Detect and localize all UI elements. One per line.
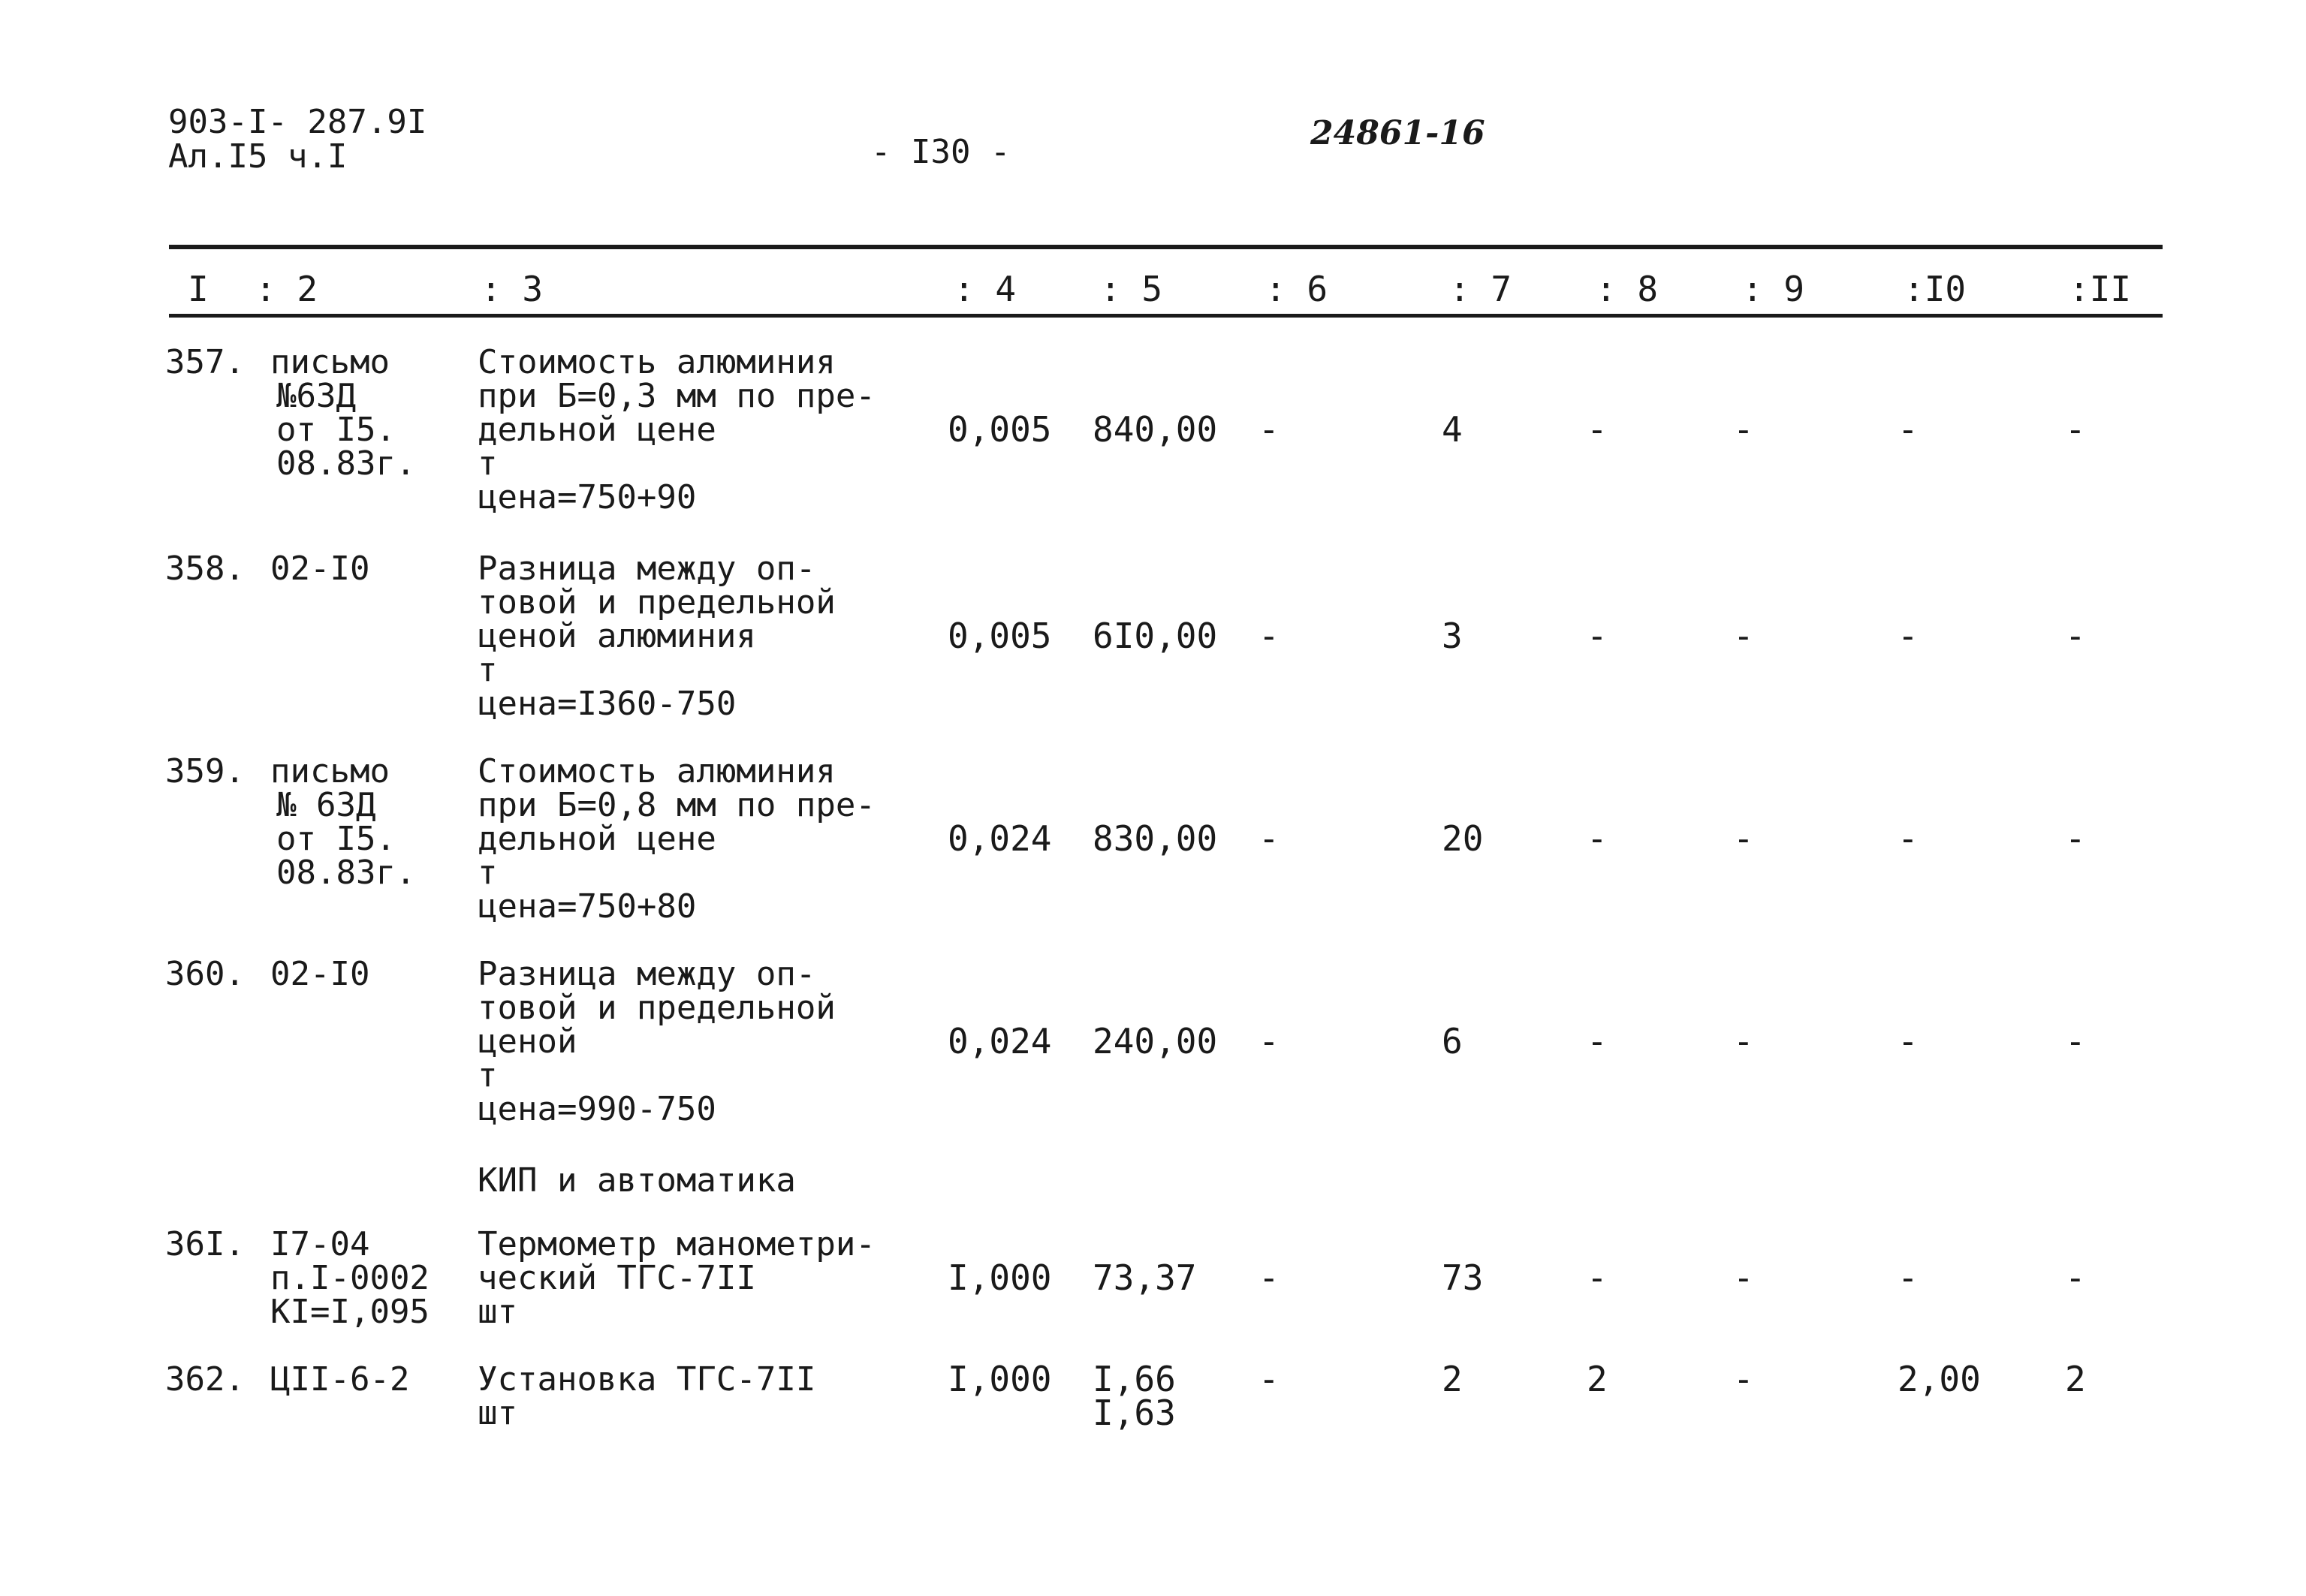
row-quantity: 0,005: [948, 616, 1052, 656]
row-col11: -: [2065, 616, 2086, 656]
row-total: 4: [1442, 409, 1463, 450]
row-col8: -: [1587, 409, 1608, 450]
row-reference: от I5.: [276, 820, 396, 858]
row-col8: 2: [1587, 1359, 1608, 1399]
row-description: Стоимость алюминия: [478, 343, 836, 381]
column-header-6: : 6: [1265, 269, 1328, 309]
row-description: ческий ТГС-7II: [478, 1259, 756, 1297]
row-description: Разница между оп-: [478, 955, 816, 993]
row-unit-price-secondary: I,63: [1093, 1393, 1176, 1433]
row-description: Термометр манометри-: [478, 1225, 876, 1263]
row-number: 362.: [165, 1360, 245, 1399]
handwritten-reference: 24861-16: [1310, 114, 1485, 152]
row-description: товой и предельной: [478, 989, 836, 1027]
row-col6: -: [1259, 1359, 1280, 1399]
section-title: КИП и автоматика: [478, 1161, 796, 1200]
row-unit-price: 6I0,00: [1093, 616, 1218, 656]
row-unit: т: [478, 854, 498, 892]
row-reference: 08.83г.: [276, 444, 416, 483]
row-reference: КI=I,095: [270, 1293, 430, 1331]
row-quantity: I,000: [948, 1257, 1052, 1298]
row-unit-price: 830,00: [1093, 818, 1218, 859]
row-reference: 08.83г.: [276, 854, 416, 892]
row-number: 357.: [165, 343, 245, 381]
row-reference: 02-I0: [270, 955, 370, 993]
row-quantity: 0,024: [948, 1021, 1052, 1061]
row-col8: -: [1587, 616, 1608, 656]
row-total: 20: [1442, 818, 1484, 859]
row-description: дельной цене: [478, 411, 716, 449]
row-col8: -: [1587, 1257, 1608, 1298]
row-quantity: 0,024: [948, 818, 1052, 859]
row-unit-price: 73,37: [1093, 1257, 1197, 1298]
row-price-formula: цена=750+90: [478, 478, 697, 516]
column-header-4: : 4: [954, 269, 1017, 309]
row-total: 2: [1442, 1359, 1463, 1399]
row-col10: -: [1898, 1021, 1919, 1061]
row-description: при Б=0,3 мм по пре-: [478, 377, 876, 415]
row-col6: -: [1259, 1021, 1280, 1061]
row-price-formula: цена=750+80: [478, 887, 697, 926]
row-unit: шт: [478, 1293, 517, 1331]
row-col8: -: [1587, 1021, 1608, 1061]
column-header-10: :I0: [1904, 269, 1967, 309]
row-reference: № 63Д: [276, 786, 376, 824]
row-reference: ЦII-6-2: [270, 1360, 410, 1399]
row-unit-price: I,66: [1093, 1359, 1176, 1399]
row-unit-price: 840,00: [1093, 409, 1218, 450]
row-reference: письмо: [270, 343, 390, 381]
row-quantity: I,000: [948, 1359, 1052, 1399]
row-col9: -: [1733, 1021, 1754, 1061]
table-header-rule: [169, 314, 2163, 318]
row-number: 36I.: [165, 1225, 245, 1263]
row-col9: -: [1733, 1257, 1754, 1298]
row-col8: -: [1587, 818, 1608, 859]
column-header-2: : 2: [255, 269, 318, 309]
row-price-formula: цена=I360-750: [478, 685, 737, 723]
table-top-rule: [169, 245, 2163, 249]
page-number: - I30 -: [871, 133, 1011, 171]
column-header-9: : 9: [1742, 269, 1805, 309]
column-header-11: :II: [2069, 269, 2132, 309]
row-description: ценой: [478, 1022, 577, 1061]
row-col11: -: [2065, 818, 2086, 859]
row-number: 359.: [165, 752, 245, 790]
row-reference: от I5.: [276, 411, 396, 449]
row-col11: -: [2065, 1257, 2086, 1298]
row-description: ценой алюминия: [478, 617, 756, 655]
row-price-formula: цена=990-750: [478, 1090, 716, 1128]
row-number: 360.: [165, 955, 245, 993]
row-reference: I7-04: [270, 1225, 370, 1263]
row-description: при Б=0,8 мм по пре-: [478, 786, 876, 824]
row-description: товой и предельной: [478, 583, 836, 622]
row-col6: -: [1259, 409, 1280, 450]
column-header-8: : 8: [1596, 269, 1659, 309]
row-total: 3: [1442, 616, 1463, 656]
row-col10: -: [1898, 409, 1919, 450]
row-col9: -: [1733, 818, 1754, 859]
row-unit: т: [478, 651, 498, 689]
row-reference: №63Д: [276, 377, 356, 415]
column-header-3: : 3: [481, 269, 544, 309]
row-total: 73: [1442, 1257, 1484, 1298]
row-col10: 2,00: [1898, 1359, 1981, 1399]
row-col11: 2: [2065, 1359, 2086, 1399]
row-quantity: 0,005: [948, 409, 1052, 450]
row-col10: -: [1898, 1257, 1919, 1298]
row-col10: -: [1898, 616, 1919, 656]
row-unit: т: [478, 1056, 498, 1095]
row-unit: шт: [478, 1394, 517, 1432]
row-description: Разница между оп-: [478, 550, 816, 588]
row-col9: -: [1733, 1359, 1754, 1399]
row-col9: -: [1733, 409, 1754, 450]
row-number: 358.: [165, 550, 245, 588]
row-col6: -: [1259, 818, 1280, 859]
row-col9: -: [1733, 616, 1754, 656]
row-unit-price: 240,00: [1093, 1021, 1218, 1061]
row-col11: -: [2065, 1021, 2086, 1061]
row-description: Установка ТГС-7II: [478, 1360, 816, 1399]
row-total: 6: [1442, 1021, 1463, 1061]
row-reference: 02-I0: [270, 550, 370, 588]
row-unit: т: [478, 444, 498, 483]
row-description: дельной цене: [478, 820, 716, 858]
column-header-1: I: [188, 269, 209, 309]
row-col10: -: [1898, 818, 1919, 859]
document-part: Ал.I5 ч.I: [168, 137, 348, 176]
column-header-5: : 5: [1100, 269, 1163, 309]
document-code: 903-I- 287.9I: [168, 103, 427, 141]
row-reference: п.I-0002: [270, 1259, 430, 1297]
row-col6: -: [1259, 616, 1280, 656]
row-reference: письмо: [270, 752, 390, 790]
row-col11: -: [2065, 409, 2086, 450]
row-col6: -: [1259, 1257, 1280, 1298]
row-description: Стоимость алюминия: [478, 752, 836, 790]
column-header-7: : 7: [1449, 269, 1512, 309]
